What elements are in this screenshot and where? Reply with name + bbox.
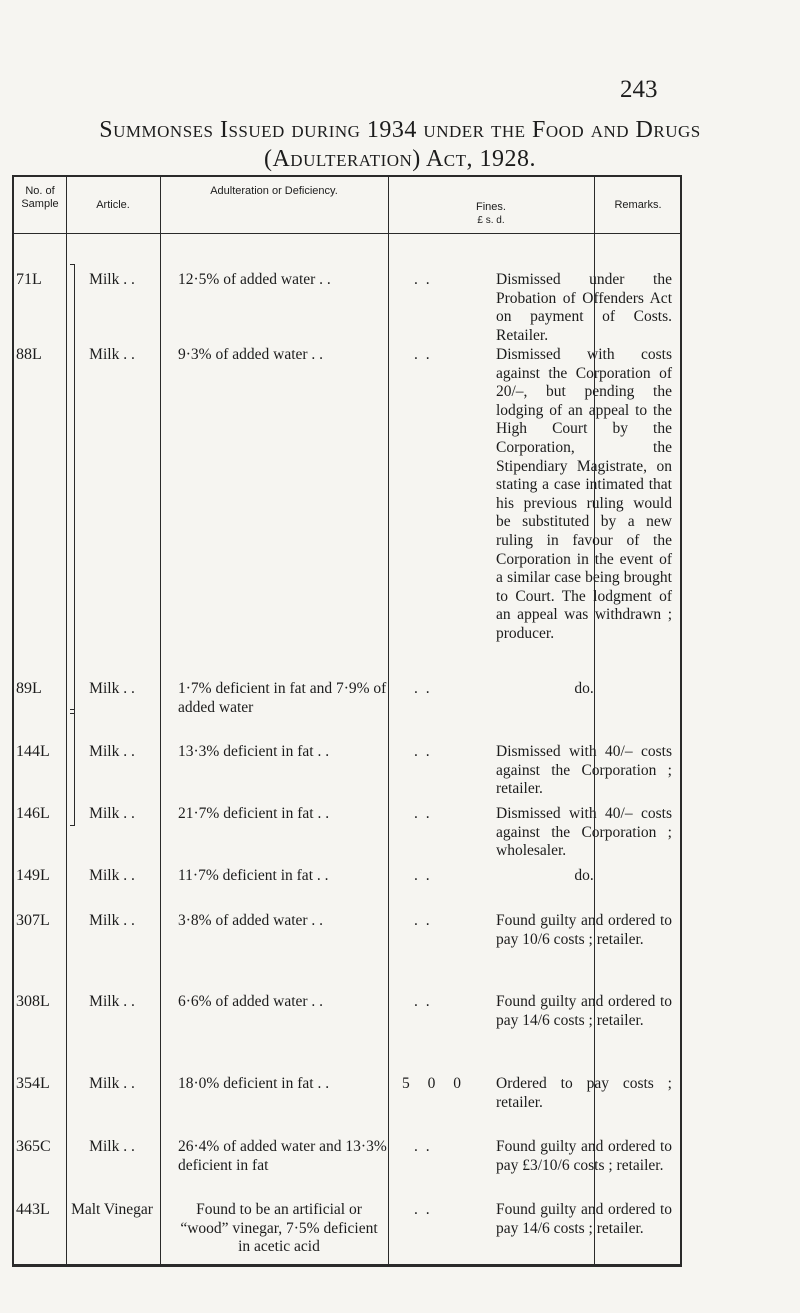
row-adulteration: 1·7% deficient in fat and 7·9% of added water [178, 680, 387, 716]
row-adulteration: 6·6% of added water . . [178, 993, 324, 1010]
row-article: Milk . . [89, 993, 135, 1010]
column-divider [66, 177, 67, 1264]
row-remarks: Dismissed with costs against the Corporation of 20/–, but pending the lodging of an appeal to the High Court by the Corporation, the Stipendiary Magistrate, on stating a case intimated that his previous ruling would be substituted by a new ruling in favour of the Corporation in the event of a similar case being brought to Court. The lodgment of an appeal was withdrawn ; producer. [496, 346, 672, 642]
row-article: Milk . . [89, 912, 135, 929]
row-sample: 146L [16, 805, 50, 822]
row-adulteration: 9·3% of added water . . [178, 346, 324, 363]
row-fines: . . [414, 805, 432, 822]
header-fines-units: £ s. d. [477, 215, 505, 226]
row-article: Milk . . [89, 1138, 135, 1155]
row-fines: . . [414, 912, 432, 929]
row-adulteration: 21·7% deficient in fat . . [178, 805, 330, 822]
column-divider [160, 177, 161, 1264]
row-article: Milk . . [89, 346, 135, 363]
header-article: Article. [96, 199, 130, 211]
row-adulteration: 12·5% of added water . . [178, 271, 331, 288]
row-adulteration: 3·8% of added water . . [178, 912, 324, 929]
row-remarks: Found guilty and ordered to pay 10/6 costs ; retailer. [496, 912, 672, 948]
row-fines: . . [414, 271, 432, 288]
row-remarks: Found guilty and ordered to pay 14/6 costs ; retailer. [496, 1201, 672, 1237]
row-sample: 354L [16, 1075, 50, 1092]
row-fines: . . [414, 1201, 432, 1218]
header-fines: Fines. [476, 201, 506, 213]
row-remarks: Dismissed under the Probation of Offenders Act on payment of Costs. Retailer. [496, 271, 672, 344]
row-sample: 307L [16, 912, 50, 929]
row-article: Malt Vinegar [71, 1201, 153, 1218]
row-adulteration: 26·4% of added water and 13·3% deficient in fat [178, 1138, 387, 1174]
row-sample: 308L [16, 993, 50, 1010]
row-sample: 71L [16, 271, 42, 288]
row-fines: . . [414, 743, 432, 760]
row-fines: . . [414, 346, 432, 363]
row-sample: 149L [16, 867, 50, 884]
row-remarks: Dismissed with 40/– costs against the Corporation ; retailer. [496, 743, 672, 798]
row-fines: . . [414, 867, 432, 884]
row-fines: 5 0 0 [402, 1075, 461, 1092]
row-remarks: Ordered to pay costs ; retailer. [496, 1075, 672, 1111]
page-title: Summonses Issued during 1934 under the Food and Drugs [99, 117, 701, 143]
row-article: Milk . . [89, 1075, 135, 1092]
row-adulteration: Found to be an artificial or “wood” vinegar, 7·5% deficient in acetic acid [180, 1201, 378, 1256]
group-bracket [70, 264, 75, 714]
row-adulteration: 18·0% deficient in fat . . [178, 1075, 330, 1092]
row-fines: . . [414, 993, 432, 1010]
row-article: Milk . . [89, 743, 135, 760]
column-divider [388, 177, 389, 1264]
page-subtitle: (Adulteration) Act, 1928. [263, 146, 537, 172]
row-remarks: Found guilty and ordered to pay 14/6 costs ; retailer. [496, 993, 672, 1029]
row-remarks: do. [574, 680, 594, 697]
row-remarks: do. [574, 867, 594, 884]
row-adulteration: 13·3% deficient in fat . . [178, 743, 330, 760]
row-sample: 365C [16, 1138, 51, 1155]
row-article: Milk . . [89, 867, 135, 884]
row-remarks: Found guilty and ordered to pay £3/10/6 costs ; retailer. [496, 1138, 672, 1174]
row-remarks: Dismissed with 40/– costs against the Corporation ; wholesaler. [496, 805, 672, 860]
header-remarks: Remarks. [614, 199, 662, 211]
row-sample: 443L [16, 1201, 50, 1218]
row-article: Milk . . [89, 805, 135, 822]
summonses-table [12, 175, 682, 1267]
row-fines: . . [414, 1138, 432, 1155]
page-number: 243 [620, 76, 658, 103]
row-sample: 88L [16, 346, 42, 363]
header-sample: No. of Sample [21, 185, 59, 210]
header-adulteration: Adulteration or Deficiency. [210, 185, 338, 197]
row-adulteration: 11·7% deficient in fat . . [178, 867, 329, 884]
row-fines: . . [414, 680, 432, 697]
row-article: Milk . . [89, 271, 135, 288]
header-divider [14, 233, 680, 234]
row-sample: 89L [16, 680, 42, 697]
row-article: Milk . . [89, 680, 135, 697]
row-sample: 144L [16, 743, 50, 760]
